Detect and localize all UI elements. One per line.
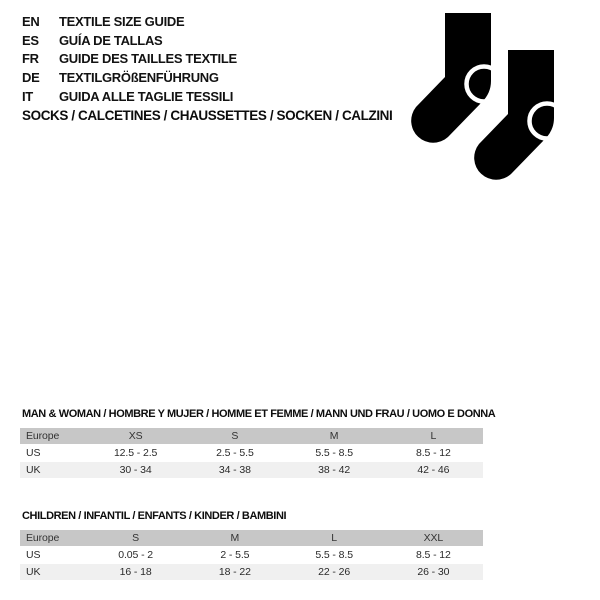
language-code: ES [22,32,39,48]
language-label: GUIDA ALLE TAGLIE TESSILI [59,88,234,104]
language-label: GUIDE DES TAILLES TEXTILE [59,51,237,67]
region-label: UK [26,566,41,578]
column-header: Europe [26,430,60,442]
column-header: L [430,430,437,442]
region-label: US [26,447,41,459]
language-row [22,32,237,51]
size-cell: 38 - 42 [318,464,351,476]
language-code: IT [22,88,33,104]
size-cell: 8.5 - 12 [415,447,451,459]
language-list [22,13,237,107]
size-cell: 2.5 - 5.5 [216,447,254,459]
region-label: UK [26,464,41,476]
table-header-row [20,530,483,546]
table-row [20,564,483,580]
table-title: MAN & WOMAN / HOMBRE Y MUJER / HOMME ET FEMME / MANN UND FRAU / UOMO E DONNA [22,408,496,420]
size-cell: 16 - 18 [119,566,152,578]
language-row [22,50,237,69]
column-header: XXL [423,532,444,544]
table-header-row [20,428,483,444]
language-row [22,13,237,32]
adults-size-table [20,408,496,479]
column-header: Europe [26,532,60,544]
column-header: M [329,430,339,442]
size-cell: 12.5 - 2.5 [113,447,158,459]
size-cell: 30 - 34 [119,464,152,476]
size-cell: 18 - 22 [218,566,251,578]
language-label: GUÍA DE TALLAS [59,32,163,48]
size-cell: 34 - 38 [218,464,251,476]
size-cell: 5.5 - 8.5 [315,549,353,561]
product-category-title: SOCKS / CALCETINES / CHAUSSETTES / SOCKEN / CALZINI [22,108,393,123]
table-row [20,462,483,478]
size-cell: 5.5 - 8.5 [315,447,353,459]
table-row [20,445,483,461]
socks-icon [400,5,570,190]
column-header: S [132,532,140,544]
column-header: S [231,430,239,442]
column-header: L [331,532,337,544]
column-header: XS [128,430,143,442]
language-code: EN [22,14,40,29]
size-cell: 2 - 5.5 [220,549,250,561]
children-size-table [20,510,483,581]
size-cell: 8.5 - 12 [415,549,451,561]
language-row [22,88,237,107]
language-label: TEXTILE SIZE GUIDE [59,14,185,29]
size-cell: 42 - 46 [417,464,450,476]
language-label: TEXTILGRÖßENFÜHRUNG [59,70,219,86]
language-code: DE [22,70,40,86]
column-header: M [230,532,240,544]
sock-back-shape [411,13,501,143]
table-row [20,547,483,563]
language-row [22,69,237,88]
size-cell: 26 - 30 [417,566,450,578]
size-cell: 22 - 26 [318,566,351,578]
language-code: FR [22,51,39,67]
table-title: CHILDREN / INFANTIL / ENFANTS / KINDER / BAMBINI [22,510,287,522]
size-cell: 0.05 - 2 [118,549,154,561]
region-label: US [26,549,41,561]
